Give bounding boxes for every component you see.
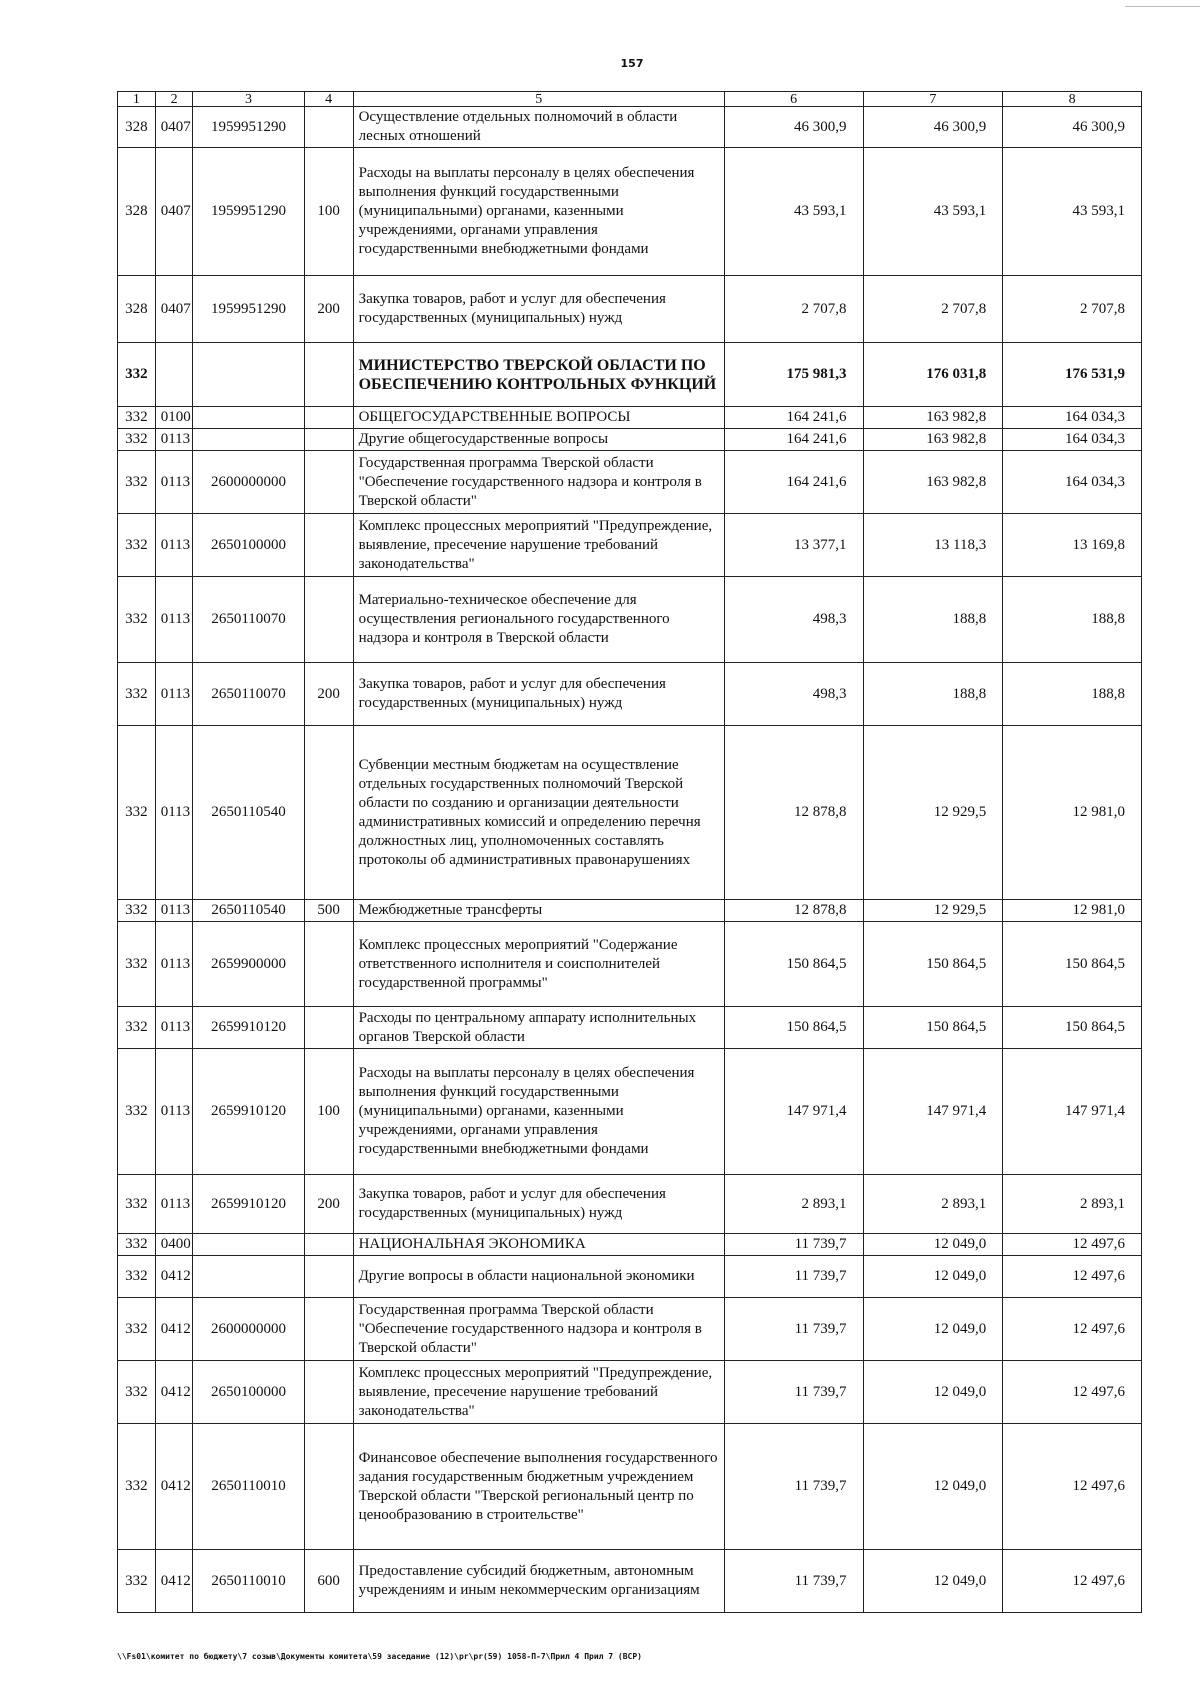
- target-article-cell: 2650110540: [193, 900, 304, 922]
- amount-year1-cell: 164 241,6: [724, 451, 863, 514]
- amount-year1-cell: 150 864,5: [724, 922, 863, 1007]
- column-header: 4: [304, 92, 353, 107]
- row-number-cell: 332: [118, 577, 156, 663]
- description-cell: МИНИСТЕРСТВО ТВЕРСКОЙ ОБЛАСТИ ПО ОБЕСПЕЧЕНИЮ КОНТРОЛЬНЫХ ФУНКЦИЙ: [353, 343, 724, 407]
- expense-type-cell: 200: [304, 663, 353, 726]
- row-number-cell: 328: [118, 276, 156, 343]
- row-number-cell: 328: [118, 107, 156, 148]
- expense-type-cell: [304, 726, 353, 900]
- table-row: [118, 1175, 1142, 1234]
- table-row: [118, 407, 1142, 429]
- amount-year2-cell: 12 929,5: [863, 900, 1003, 922]
- amount-year3-cell: 164 034,3: [1003, 407, 1142, 429]
- description-cell: Другие общегосударственные вопросы: [353, 429, 724, 451]
- column-header: 3: [193, 92, 304, 107]
- amount-year1-cell: 11 739,7: [724, 1234, 863, 1256]
- row-number-cell: 332: [118, 1298, 156, 1361]
- target-article-cell: 2650110070: [193, 663, 304, 726]
- description-cell: Другие вопросы в области национальной экономики: [353, 1256, 724, 1298]
- column-header: 7: [863, 92, 1003, 107]
- description-cell: Осуществление отдельных полномочий в области лесных отношений: [353, 107, 724, 148]
- target-article-cell: 2650110540: [193, 726, 304, 900]
- amount-year1-cell: 13 377,1: [724, 514, 863, 577]
- section-code-cell: 0113: [155, 451, 193, 514]
- expense-type-cell: 200: [304, 276, 353, 343]
- table-row: [118, 343, 1142, 407]
- table-row: [118, 900, 1142, 922]
- section-code-cell: 0412: [155, 1361, 193, 1424]
- amount-year3-cell: 176 531,9: [1003, 343, 1142, 407]
- amount-year1-cell: 11 739,7: [724, 1424, 863, 1550]
- amount-year1-cell: 175 981,3: [724, 343, 863, 407]
- section-code-cell: 0113: [155, 1049, 193, 1175]
- description-cell: Закупка товаров, работ и услуг для обеспечения государственных (муниципальных) нужд: [353, 663, 724, 726]
- description-cell: Расходы на выплаты персоналу в целях обеспечения выполнения функций государственными (муниципальными) органами, казенными учреждениями, органами управления государственными внебюджетными фондами: [353, 1049, 724, 1175]
- row-number-cell: 332: [118, 1049, 156, 1175]
- amount-year2-cell: 176 031,8: [863, 343, 1003, 407]
- amount-year2-cell: 163 982,8: [863, 407, 1003, 429]
- section-code-cell: 0407: [155, 107, 193, 148]
- amount-year2-cell: 12 049,0: [863, 1256, 1003, 1298]
- amount-year2-cell: 12 049,0: [863, 1361, 1003, 1424]
- column-header: 6: [724, 92, 863, 107]
- table-row: [118, 1234, 1142, 1256]
- section-code-cell: 0113: [155, 663, 193, 726]
- amount-year1-cell: 164 241,6: [724, 429, 863, 451]
- table-row: [118, 1298, 1142, 1361]
- column-header: 5: [353, 92, 724, 107]
- target-article-cell: 1959951290: [193, 276, 304, 343]
- expense-type-cell: 100: [304, 148, 353, 276]
- row-number-cell: 332: [118, 451, 156, 514]
- target-article-cell: 2650100000: [193, 514, 304, 577]
- amount-year3-cell: 188,8: [1003, 577, 1142, 663]
- target-article-cell: 2600000000: [193, 451, 304, 514]
- section-code-cell: 0113: [155, 429, 193, 451]
- row-number-cell: 332: [118, 343, 156, 407]
- amount-year2-cell: 150 864,5: [863, 922, 1003, 1007]
- budget-table: [117, 91, 1142, 1613]
- expense-type-cell: [304, 107, 353, 148]
- description-cell: Государственная программа Тверской области "Обеспечение государственного надзора и контроля в Тверской области": [353, 1298, 724, 1361]
- table-row: [118, 1007, 1142, 1049]
- target-article-cell: [193, 429, 304, 451]
- table-row: [118, 429, 1142, 451]
- amount-year3-cell: 12 497,6: [1003, 1361, 1142, 1424]
- table-row: [118, 148, 1142, 276]
- section-code-cell: [155, 343, 193, 407]
- section-code-cell: 0100: [155, 407, 193, 429]
- table-row: [118, 1424, 1142, 1550]
- amount-year2-cell: 2 707,8: [863, 276, 1003, 343]
- description-cell: ОБЩЕГОСУДАРСТВЕННЫЕ ВОПРОСЫ: [353, 407, 724, 429]
- amount-year2-cell: 12 049,0: [863, 1234, 1003, 1256]
- target-article-cell: 2650110070: [193, 577, 304, 663]
- page-number: 157: [620, 57, 644, 70]
- column-header: 1: [118, 92, 156, 107]
- table-row: [118, 514, 1142, 577]
- amount-year2-cell: 2 893,1: [863, 1175, 1003, 1234]
- amount-year2-cell: 163 982,8: [863, 429, 1003, 451]
- description-cell: Расходы на выплаты персоналу в целях обеспечения выполнения функций государственными (муниципальными) органами, казенными учреждениями, органами управления государственными внебюджетными фондами: [353, 148, 724, 276]
- amount-year2-cell: 147 971,4: [863, 1049, 1003, 1175]
- amount-year1-cell: 150 864,5: [724, 1007, 863, 1049]
- section-code-cell: 0113: [155, 514, 193, 577]
- amount-year3-cell: 150 864,5: [1003, 922, 1142, 1007]
- row-number-cell: 332: [118, 1234, 156, 1256]
- table-row: [118, 922, 1142, 1007]
- amount-year2-cell: 43 593,1: [863, 148, 1003, 276]
- target-article-cell: 2659900000: [193, 922, 304, 1007]
- table-row: [118, 1049, 1142, 1175]
- amount-year3-cell: 13 169,8: [1003, 514, 1142, 577]
- section-code-cell: 0412: [155, 1550, 193, 1613]
- target-article-cell: 2659910120: [193, 1175, 304, 1234]
- amount-year2-cell: 150 864,5: [863, 1007, 1003, 1049]
- expense-type-cell: [304, 343, 353, 407]
- row-number-cell: 332: [118, 429, 156, 451]
- amount-year3-cell: 147 971,4: [1003, 1049, 1142, 1175]
- table-row: [118, 663, 1142, 726]
- amount-year3-cell: 46 300,9: [1003, 107, 1142, 148]
- amount-year2-cell: 188,8: [863, 663, 1003, 726]
- amount-year1-cell: 147 971,4: [724, 1049, 863, 1175]
- expense-type-cell: [304, 577, 353, 663]
- target-article-cell: [193, 343, 304, 407]
- amount-year2-cell: 46 300,9: [863, 107, 1003, 148]
- row-number-cell: 332: [118, 1550, 156, 1613]
- column-header: 8: [1003, 92, 1142, 107]
- amount-year3-cell: 188,8: [1003, 663, 1142, 726]
- row-number-cell: 332: [118, 1256, 156, 1298]
- section-code-cell: 0400: [155, 1234, 193, 1256]
- amount-year1-cell: 46 300,9: [724, 107, 863, 148]
- target-article-cell: 2650100000: [193, 1361, 304, 1424]
- amount-year3-cell: 43 593,1: [1003, 148, 1142, 276]
- table-row: [118, 577, 1142, 663]
- section-code-cell: 0407: [155, 148, 193, 276]
- amount-year3-cell: 2 707,8: [1003, 276, 1142, 343]
- row-number-cell: 332: [118, 663, 156, 726]
- section-code-cell: 0412: [155, 1424, 193, 1550]
- table-body: [118, 107, 1142, 1613]
- target-article-cell: 1959951290: [193, 107, 304, 148]
- row-number-cell: 332: [118, 514, 156, 577]
- amount-year3-cell: 12 981,0: [1003, 900, 1142, 922]
- section-code-cell: 0113: [155, 577, 193, 663]
- expense-type-cell: 600: [304, 1550, 353, 1613]
- section-code-cell: 0407: [155, 276, 193, 343]
- expense-type-cell: [304, 1256, 353, 1298]
- expense-type-cell: 500: [304, 900, 353, 922]
- expense-type-cell: [304, 922, 353, 1007]
- description-cell: Расходы по центральному аппарату исполнительных органов Тверской области: [353, 1007, 724, 1049]
- description-cell: Комплекс процессных мероприятий "Предупреждение, выявление, пресечение нарушение требований законодательства": [353, 514, 724, 577]
- amount-year3-cell: 12 497,6: [1003, 1424, 1142, 1550]
- target-article-cell: [193, 407, 304, 429]
- row-number-cell: 332: [118, 1424, 156, 1550]
- amount-year3-cell: 12 497,6: [1003, 1550, 1142, 1613]
- amount-year2-cell: 163 982,8: [863, 451, 1003, 514]
- description-cell: Субвенции местным бюджетам на осуществление отдельных государственных полномочий Тверской области по созданию и организации деятельности административных комиссий и определению перечня должностных лиц, уполномоченных составлять протоколы об административных правонарушениях: [353, 726, 724, 900]
- expense-type-cell: [304, 1298, 353, 1361]
- section-code-cell: 0113: [155, 922, 193, 1007]
- expense-type-cell: [304, 514, 353, 577]
- table-row: [118, 276, 1142, 343]
- row-number-cell: 332: [118, 900, 156, 922]
- amount-year2-cell: 12 049,0: [863, 1298, 1003, 1361]
- amount-year1-cell: 11 739,7: [724, 1550, 863, 1613]
- table-row: [118, 1256, 1142, 1298]
- table-row: [118, 107, 1142, 148]
- expense-type-cell: [304, 1424, 353, 1550]
- amount-year2-cell: 12 929,5: [863, 726, 1003, 900]
- amount-year1-cell: 498,3: [724, 577, 863, 663]
- description-cell: Закупка товаров, работ и услуг для обеспечения государственных (муниципальных) нужд: [353, 1175, 724, 1234]
- amount-year1-cell: 11 739,7: [724, 1298, 863, 1361]
- table-row: [118, 451, 1142, 514]
- expense-type-cell: [304, 1234, 353, 1256]
- amount-year3-cell: 12 497,6: [1003, 1298, 1142, 1361]
- target-article-cell: 2659910120: [193, 1007, 304, 1049]
- expense-type-cell: [304, 1007, 353, 1049]
- target-article-cell: 1959951290: [193, 148, 304, 276]
- target-article-cell: 2600000000: [193, 1298, 304, 1361]
- amount-year3-cell: 12 497,6: [1003, 1256, 1142, 1298]
- expense-type-cell: 100: [304, 1049, 353, 1175]
- amount-year1-cell: 12 878,8: [724, 900, 863, 922]
- description-cell: Комплекс процессных мероприятий "Содержание ответственного исполнителя и соисполнителей государственной программы": [353, 922, 724, 1007]
- section-code-cell: 0412: [155, 1298, 193, 1361]
- amount-year2-cell: 12 049,0: [863, 1424, 1003, 1550]
- target-article-cell: 2650110010: [193, 1424, 304, 1550]
- table-row: [118, 726, 1142, 900]
- target-article-cell: [193, 1234, 304, 1256]
- column-header: 2: [155, 92, 193, 107]
- column-number-row: [118, 92, 1142, 107]
- row-number-cell: 332: [118, 1007, 156, 1049]
- amount-year2-cell: 188,8: [863, 577, 1003, 663]
- amount-year1-cell: 11 739,7: [724, 1361, 863, 1424]
- expense-type-cell: [304, 407, 353, 429]
- row-number-cell: 332: [118, 726, 156, 900]
- amount-year3-cell: 164 034,3: [1003, 429, 1142, 451]
- amount-year1-cell: 164 241,6: [724, 407, 863, 429]
- target-article-cell: [193, 1256, 304, 1298]
- description-cell: Закупка товаров, работ и услуг для обеспечения государственных (муниципальных) нужд: [353, 276, 724, 343]
- expense-type-cell: [304, 429, 353, 451]
- target-article-cell: 2659910120: [193, 1049, 304, 1175]
- row-number-cell: 332: [118, 922, 156, 1007]
- section-code-cell: 0412: [155, 1256, 193, 1298]
- amount-year1-cell: 12 878,8: [724, 726, 863, 900]
- row-number-cell: 332: [118, 407, 156, 429]
- amount-year1-cell: 11 739,7: [724, 1256, 863, 1298]
- description-cell: Финансовое обеспечение выполнения государственного задания государственным бюджетным учреждением Тверской области "Тверской региональный центр по ценообразованию в строительстве": [353, 1424, 724, 1550]
- footer-file-path: \\Fs01\комитет по бюджету\7 созыв\Документы комитета\59 заседание (12)\pr\pr(59) 1058-П-7\Прил 4 Прил 7 (ВСР): [117, 1652, 642, 1661]
- description-cell: Комплекс процессных мероприятий "Предупреждение, выявление, пресечение нарушение требований законодательства": [353, 1361, 724, 1424]
- section-code-cell: 0113: [155, 1007, 193, 1049]
- row-number-cell: 332: [118, 1175, 156, 1234]
- row-number-cell: 332: [118, 1361, 156, 1424]
- description-cell: НАЦИОНАЛЬНАЯ ЭКОНОМИКА: [353, 1234, 724, 1256]
- amount-year3-cell: 12 981,0: [1003, 726, 1142, 900]
- expense-type-cell: [304, 1361, 353, 1424]
- description-cell: Межбюджетные трансферты: [353, 900, 724, 922]
- target-article-cell: 2650110010: [193, 1550, 304, 1613]
- section-code-cell: 0113: [155, 1175, 193, 1234]
- expense-type-cell: 200: [304, 1175, 353, 1234]
- amount-year3-cell: 164 034,3: [1003, 451, 1142, 514]
- amount-year2-cell: 12 049,0: [863, 1550, 1003, 1613]
- section-code-cell: 0113: [155, 726, 193, 900]
- row-number-cell: 328: [118, 148, 156, 276]
- expense-type-cell: [304, 451, 353, 514]
- amount-year1-cell: 2 707,8: [724, 276, 863, 343]
- description-cell: Предоставление субсидий бюджетным, автономным учреждениям и иным некоммерческим организациям: [353, 1550, 724, 1613]
- amount-year2-cell: 13 118,3: [863, 514, 1003, 577]
- description-cell: Государственная программа Тверской области "Обеспечение государственного надзора и контроля в Тверской области": [353, 451, 724, 514]
- amount-year3-cell: 12 497,6: [1003, 1234, 1142, 1256]
- amount-year3-cell: 2 893,1: [1003, 1175, 1142, 1234]
- amount-year3-cell: 150 864,5: [1003, 1007, 1142, 1049]
- section-code-cell: 0113: [155, 900, 193, 922]
- scan-edge-line: [1125, 6, 1200, 7]
- table-row: [118, 1361, 1142, 1424]
- table-row: [118, 1550, 1142, 1613]
- description-cell: Материально-техническое обеспечение для осуществления регионального государственного надзора и контроля в Тверской области: [353, 577, 724, 663]
- amount-year1-cell: 2 893,1: [724, 1175, 863, 1234]
- amount-year1-cell: 43 593,1: [724, 148, 863, 276]
- amount-year1-cell: 498,3: [724, 663, 863, 726]
